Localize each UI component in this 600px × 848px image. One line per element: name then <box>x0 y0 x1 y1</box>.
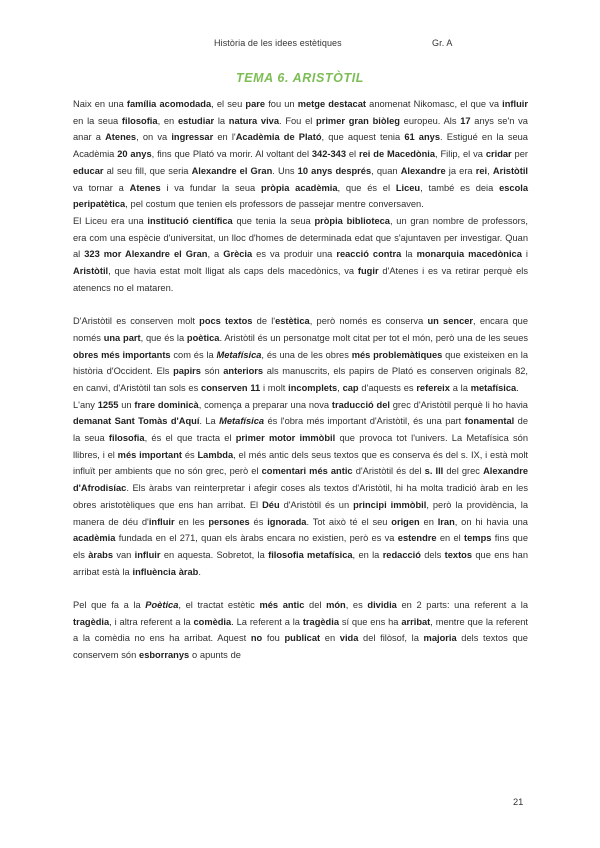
text-run: , que és la <box>140 332 187 343</box>
emphasis-text: estètica <box>275 316 310 327</box>
text-run: L'any <box>73 399 98 410</box>
emphasis-text: 10 anys després <box>297 165 372 176</box>
emphasis-text: reacció contra <box>336 249 402 260</box>
text-run: és l'obra més important d'Aristòtil, és una part <box>264 416 465 427</box>
text-run: , és el que tracta el <box>144 433 236 444</box>
emphasis-text: 342-343 <box>311 149 347 160</box>
emphasis-text: estendre <box>397 533 437 544</box>
emphasis-text: metge destacat <box>297 99 366 109</box>
emphasis-text: comentari més antic <box>261 466 353 477</box>
paragraph <box>73 597 528 664</box>
text-run: . Fou el <box>279 115 317 126</box>
emphasis-text: comèdia <box>193 616 232 627</box>
text-run: , és una de les obres <box>261 349 352 360</box>
text-run: . <box>198 566 201 577</box>
text-run: Pel que fa a la <box>73 600 146 611</box>
text-run: , el més antic dels seus textos que es conserva és del s. IX, i està molt influït per ambients que no són grec, però el <box>73 449 529 477</box>
emphasis-text: pare <box>245 99 266 109</box>
emphasis-text: arribat <box>401 616 431 627</box>
emphasis-text: traducció del <box>331 399 390 410</box>
emphasis-text: Metafísica <box>219 416 265 427</box>
text-run: és <box>181 449 198 460</box>
emphasis-text: estudiar <box>177 115 215 126</box>
emphasis-text: s. III <box>424 466 444 477</box>
emphasis-text: majoria <box>423 633 457 644</box>
emphasis-text: fonamental <box>464 416 515 427</box>
emphasis-text: Atenes <box>129 182 161 193</box>
text-run: el <box>346 149 360 160</box>
emphasis-text: principi immòbil <box>353 499 427 510</box>
text-run: , un gran nombre de professors, era com una espècie d'universitat, un lloc d'homes de determinada edat que s'ajuntaven per investigar. Quan al <box>73 215 528 260</box>
text-run: que provoca tot l'univers. La Metafísica són llibres, i el <box>73 433 529 460</box>
text-run: , també es deia <box>420 182 500 193</box>
emphasis-text: Liceu <box>395 182 421 193</box>
text-run: van <box>113 549 135 560</box>
emphasis-text: primer gran biòleg <box>316 115 400 126</box>
text-run: , i altra referent a la <box>109 616 194 627</box>
emphasis-text: tragèdia <box>73 616 110 627</box>
text-run: , comença a preparar una nova <box>198 399 332 410</box>
text-run: , que havia estat molt lligat als caps dels macedònics, va <box>108 266 358 277</box>
emphasis-text: primer motor immòbil <box>235 433 336 444</box>
emphasis-text: una part <box>103 332 141 343</box>
emphasis-text: cap <box>342 382 359 393</box>
text-run: fou un <box>265 99 298 109</box>
text-run: , fins que Plató va morir. Al voltant del <box>151 149 312 160</box>
text-run: , quan <box>371 165 401 176</box>
emphasis-text: natura viva <box>228 115 280 126</box>
emphasis-text: tragèdia <box>302 616 339 627</box>
emphasis-text: obres més importants <box>73 349 171 360</box>
emphasis-text: Atenes <box>105 132 137 143</box>
text-run: fins que els <box>73 533 528 560</box>
emphasis-text: un sencer <box>427 316 474 327</box>
emphasis-text: filosofia <box>108 433 145 444</box>
emphasis-text: Alexandre d'Afrodisíac <box>73 466 529 494</box>
emphasis-text: més problemàtiques <box>351 349 443 360</box>
text-run: un <box>118 399 135 410</box>
emphasis-text: influir <box>502 99 528 109</box>
emphasis-text: 20 anys <box>117 149 152 160</box>
text-run: , <box>337 382 343 393</box>
text-run: per <box>511 149 528 160</box>
text-run: d'aquests es <box>358 382 417 393</box>
text-run: en 2 parts: una referent a la <box>396 600 529 611</box>
text-run: . Els àrabs van reinterpretar i afegir coses als textos d'Aristòtil, hi ha molta tradició àrab en les obres aristotèliques que ens han arribat. El <box>73 483 528 510</box>
text-run: El Liceu era una <box>73 215 148 226</box>
emphasis-text: dividia <box>367 600 397 611</box>
emphasis-text: Aristòtil <box>492 165 528 176</box>
emphasis-text: cridar <box>485 149 512 160</box>
emphasis-text: influir <box>134 549 161 560</box>
text-run: grec d'Aristòtil perquè li ho havia <box>389 399 528 410</box>
text-run: d'Aristòtil és del <box>352 466 425 477</box>
text-run: ja era <box>445 165 476 176</box>
text-run: , on hi havia una <box>454 516 528 527</box>
emphasis-text: escola peripatètica <box>73 182 529 210</box>
text-run: . Tot això té el seu <box>306 516 392 527</box>
emphasis-text: acadèmia <box>73 533 116 544</box>
emphasis-text: esborranys <box>139 650 190 661</box>
text-run: , però la providència, la manera de déu d' <box>73 499 528 527</box>
emphasis-text: fugir <box>357 266 379 277</box>
emphasis-text: anteriors <box>223 366 264 377</box>
emphasis-text: textos <box>444 549 473 560</box>
text-run: i <box>521 249 528 260</box>
emphasis-text: pròpia acadèmia <box>260 182 338 193</box>
emphasis-text: 17 <box>460 115 471 126</box>
emphasis-text: publicat <box>284 633 321 644</box>
text-run: i va fundar la seua <box>160 182 261 193</box>
emphasis-text: ingressar <box>171 132 214 143</box>
text-run: , que és el <box>337 182 396 193</box>
text-run: . Aristòtil és un personatge molt citat per tot el món, però una de les seues <box>219 332 529 343</box>
text-run: és <box>249 516 268 527</box>
text-run: com és la <box>170 349 217 360</box>
text-run: en la seua <box>73 115 122 126</box>
text-run: , es <box>345 600 368 611</box>
header-group: Gr. A <box>432 38 453 48</box>
text-run: sí que ens ha <box>339 616 402 627</box>
emphasis-text: rei de Macedònia <box>359 149 436 160</box>
text-run: del filòsof, la <box>358 633 424 644</box>
text-run: es va produir una <box>252 249 337 260</box>
emphasis-text: Acadèmia de Plató <box>235 132 322 143</box>
emphasis-text: conserven 11 <box>201 382 261 393</box>
text-run: la <box>214 115 229 126</box>
text-run: en aquesta. Sobretot, la <box>160 549 269 560</box>
text-run: fundada en el 271, quan els àrabs encara no existien, però es va <box>115 533 398 544</box>
text-run: , encara que només <box>73 316 528 343</box>
text-run: al seu fill, que seria <box>103 165 192 176</box>
emphasis-text: Alexandre <box>400 165 446 176</box>
text-run: del <box>304 600 327 611</box>
emphasis-text: àrabs <box>88 549 114 560</box>
emphasis-text: 323 mor Alexandre el Gran <box>84 249 208 260</box>
text-run: , pel costum que tenien els professors de passejar mentre conversaven. <box>125 199 424 210</box>
emphasis-text: redacció <box>382 549 421 560</box>
paragraph <box>73 213 528 297</box>
text-run: , però només es conserva <box>309 316 428 327</box>
text-run: que ens han arribat està la <box>73 549 529 577</box>
emphasis-text: influència àrab <box>132 566 199 577</box>
emphasis-text: pròpia biblioteca <box>314 215 390 226</box>
text-run: europeu. Als <box>399 115 461 126</box>
text-run: , que aquest tenia <box>321 132 405 143</box>
emphasis-text: món <box>326 600 346 611</box>
text-run: a la <box>449 382 471 393</box>
emphasis-text: Aristòtil <box>73 266 109 277</box>
text-run: dels <box>420 549 445 560</box>
emphasis-text: més important <box>117 449 182 460</box>
emphasis-text: refereix <box>416 382 450 393</box>
text-run: o apunts de <box>189 650 241 661</box>
text-run: , on va <box>136 132 172 143</box>
emphasis-text: vida <box>339 633 359 644</box>
emphasis-text: família acomodada <box>126 99 212 109</box>
text-run: . Estigué en la seua Acadèmia <box>73 132 528 160</box>
text-run: , en la <box>352 549 383 560</box>
page-number: 21 <box>513 797 524 807</box>
text-run: , mentre que la referent a la comèdia no ens ha arribat. Aquest <box>73 616 528 644</box>
emphasis-text: pocs textos <box>199 316 253 327</box>
text-run: , en <box>157 115 178 126</box>
emphasis-text: no <box>250 633 263 644</box>
text-run: en les <box>174 516 209 527</box>
text-run: . Uns <box>272 165 298 176</box>
text-run: dels textos que conservem són <box>73 633 528 661</box>
emphasis-text: papirs <box>173 366 201 377</box>
header-title: Història de les idees estètiques <box>214 38 342 48</box>
emphasis-text: persones <box>208 516 250 527</box>
emphasis-text: Grècia <box>223 249 253 260</box>
text-run: en <box>419 516 438 527</box>
emphasis-text: més antic <box>259 600 305 611</box>
paragraph <box>73 397 528 581</box>
emphasis-text: Alexandre el Gran <box>191 165 273 176</box>
paragraph <box>73 313 528 397</box>
emphasis-text: demanat Sant Tomàs d'Aquí <box>73 416 200 427</box>
text-run: . <box>516 382 519 393</box>
emphasis-text: educar <box>73 165 104 176</box>
emphasis-text: filosofia <box>121 115 158 126</box>
emphasis-text: influir <box>148 516 175 527</box>
text-run: de l' <box>252 316 276 327</box>
emphasis-text: origen <box>391 516 420 527</box>
text-run: , Filip, el va <box>435 149 486 160</box>
text-run: d'Atenes i es va retirar perquè els atenencs no el mataren. <box>73 266 529 293</box>
text-run: en <box>320 633 340 644</box>
text-run: en l' <box>213 132 236 143</box>
emphasis-text: 61 anys <box>404 132 441 143</box>
emphasis-text: Lambda <box>197 449 234 460</box>
text-run: i molt <box>260 382 289 393</box>
text-run: D'Aristòtil es conserven molt <box>73 316 200 327</box>
text-run: que tenia la seua <box>232 215 315 226</box>
text-run: la <box>401 249 417 260</box>
emphasis-text: monarquia macedònica <box>416 249 522 260</box>
body-text <box>73 96 528 664</box>
text-run: Naix en una <box>73 99 127 109</box>
emphasis-text: ignorada <box>267 516 307 527</box>
text-run: als manuscrits, els papirs de Plató es conserven originals 82, en canvi, d'Aristòtil tan sols es <box>73 366 528 393</box>
text-run: , <box>487 165 493 176</box>
text-run: , a <box>207 249 224 260</box>
emphasis-text: Metafísica <box>216 349 262 360</box>
emphasis-text: frare dominicà <box>134 399 199 410</box>
text-run: , el seu <box>211 99 246 109</box>
emphasis-text: institució científica <box>147 215 233 226</box>
text-run: són <box>200 366 224 377</box>
text-run: que existeixen en la història d'Occident. Els <box>73 349 528 377</box>
emphasis-text: temps <box>464 533 492 544</box>
emphasis-text: metafísica <box>470 382 517 393</box>
emphasis-text: filosofia metafísica <box>268 549 353 560</box>
text-run: . La <box>199 416 220 427</box>
text-run: , el tractat estètic <box>178 600 260 611</box>
text-run: va tornar a <box>73 182 130 193</box>
text-run: de la seua <box>73 416 528 444</box>
emphasis-text: Déu <box>262 499 280 510</box>
emphasis-text: rei <box>475 165 488 176</box>
text-run: anomenat Nikomasc, el que va <box>366 99 503 109</box>
chapter-title: TEMA 6. ARISTÒTIL <box>235 71 365 85</box>
emphasis-text: Poètica <box>145 600 179 611</box>
text-run: anys se'n va anar a <box>73 115 528 143</box>
text-run: fou <box>262 633 285 644</box>
text-run: . La referent a la <box>231 616 303 627</box>
text-run: en el <box>436 533 465 544</box>
emphasis-text: Iran <box>437 516 455 527</box>
paragraph <box>73 96 528 213</box>
emphasis-text: 1255 <box>97 399 119 410</box>
text-run: d'Aristòtil és un <box>279 499 354 510</box>
emphasis-text: poètica <box>186 332 220 343</box>
emphasis-text: incomplets <box>288 382 338 393</box>
text-run: del grec <box>443 466 484 477</box>
